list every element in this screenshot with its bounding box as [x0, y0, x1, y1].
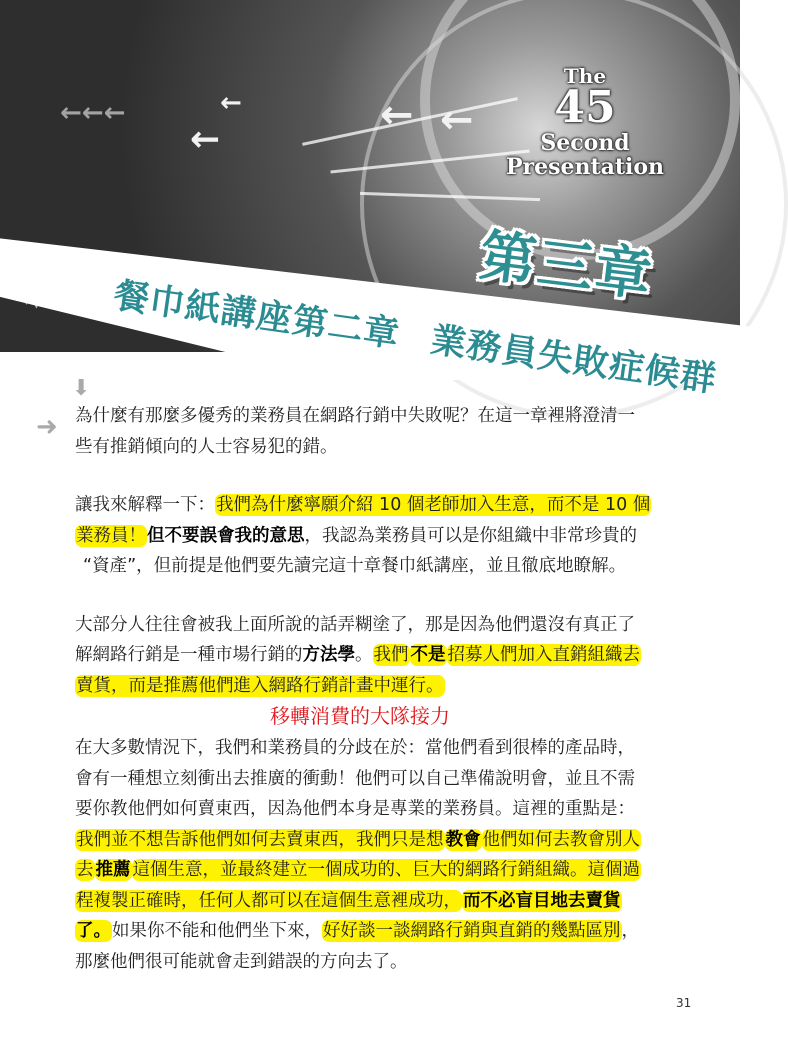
text-segment: 。 [355, 645, 373, 665]
highlighted-text: 賣貨，而是推薦他們進入網路行銷計畫中運行。 [76, 675, 444, 696]
text-line [75, 825, 675, 856]
chapter-label: 第三章 [476, 223, 657, 310]
text-segment: 要你教他們如何賣東西，因為他們本身是專業的業務員。這裡的重點是： [75, 799, 635, 819]
text-segment: ， [621, 921, 639, 941]
highlighted-text: 而不必盲目地去賣貨 [463, 890, 621, 911]
arrow-left-icon: ←←← [60, 98, 126, 128]
section-heading: 移轉消費的大隊接力 [270, 704, 450, 728]
article-body [75, 401, 675, 977]
arrow-left-icon: ← [220, 88, 242, 118]
text-line [75, 640, 675, 671]
text-segment: “資產”，但前提是他們要先讀完這十章餐巾紙講座，並且徹底地瞭解。 [83, 556, 627, 576]
highlighted-text: 不是 [410, 645, 446, 665]
highlighted-text: 去 [76, 860, 94, 880]
highlighted-text: 業務員！ [76, 525, 146, 546]
text-line [75, 916, 675, 947]
text-line [75, 401, 675, 432]
text-segment: 大部分人往往會被我上面所說的話弄糊塗了，那是因為他們還沒有真正了 [75, 614, 635, 635]
text-line [75, 610, 675, 641]
highlighted-text: 了。 [76, 921, 111, 941]
text-line [75, 947, 675, 978]
paragraph-gap [75, 582, 675, 610]
text-segment: 如果你不能和他們坐下來， [112, 921, 322, 941]
logo-second: Second [540, 130, 630, 156]
text-segment: 那麼他們很可能就會走到錯誤的方向去了。 [75, 951, 408, 972]
subtitle-part: 餐巾紙講座第二章 [111, 275, 403, 356]
text-segment: 讓我來解釋一下： [75, 495, 215, 515]
text-line [75, 764, 675, 795]
text-line [75, 855, 675, 886]
logo-45: 45 [554, 82, 616, 133]
highlighted-text: 好好談一談網路行銷與直銷的幾點區別 [323, 921, 621, 941]
text-line [75, 521, 675, 552]
highlighted-text: 我們為什麼寧願介紹 10 個老師加入生意，而不是 10 個 [216, 495, 651, 515]
text-segment: 為什麼有那麼多優秀的業務員在網路行銷中失敗呢？在這一章裡將澄清一 [75, 406, 635, 426]
logo-presentation: Presentation [505, 154, 665, 180]
text-line [75, 490, 675, 521]
paragraph-gap [75, 462, 675, 490]
text-segment: 在大多數情況下，我們和業務員的分歧在於：當他們看到很棒的產品時， [75, 738, 635, 758]
arrow-left-icon: ← [440, 97, 474, 143]
chapter-header-banner [0, 0, 740, 401]
highlighted-text: 這個生意，並最終建立一個成功的、巨大的網路行銷組織。這個過 [132, 860, 640, 880]
text-line [75, 886, 675, 917]
arrow-right-icon: ➜ [36, 412, 58, 442]
highlighted-text: 教會 [445, 829, 481, 850]
text-line [75, 733, 675, 764]
text-line [75, 551, 675, 582]
highlighted-text: 招募人們加入直銷組織去 [447, 645, 640, 665]
series-logo [500, 66, 670, 178]
arrow-left-icon: ← [190, 119, 221, 160]
highlighted-text: 我們並不想告訴他們如何去賣東西，我們只是想 [76, 829, 444, 850]
bold-text: 但不要誤會我的意思 [147, 525, 305, 546]
bold-text: 方法學 [302, 645, 355, 665]
text-segment: 會有一種想立刻衝出去推廣的衝動！他們可以自己準備說明會，並且不需 [75, 768, 635, 789]
text-segment: 些有推銷傾向的人士容易犯的錯。 [75, 436, 338, 457]
subtitle-part: 業務員失敗症候群 [428, 320, 720, 401]
arrow-left-icon: ← [380, 92, 414, 138]
text-segment: ，我認為業務員可以是你組織中非常珍貴的 [304, 525, 637, 546]
text-segment: 解網路行銷是一種市場行銷的 [75, 645, 303, 665]
highlighted-text: 他們如何去教會別人 [482, 829, 640, 850]
text-line [75, 432, 675, 463]
text-line [75, 794, 675, 825]
highlighted-text: 程複製正確時，任何人都可以在這個生意裡成功， [76, 890, 461, 911]
highlighted-text: 我們 [373, 645, 409, 665]
arrow-down-icon: ⬇ [72, 376, 91, 401]
page-number: 31 [676, 996, 692, 1010]
logo-the: The [563, 64, 607, 88]
text-line [75, 671, 675, 702]
highlighted-text: 推薦 [95, 860, 131, 880]
